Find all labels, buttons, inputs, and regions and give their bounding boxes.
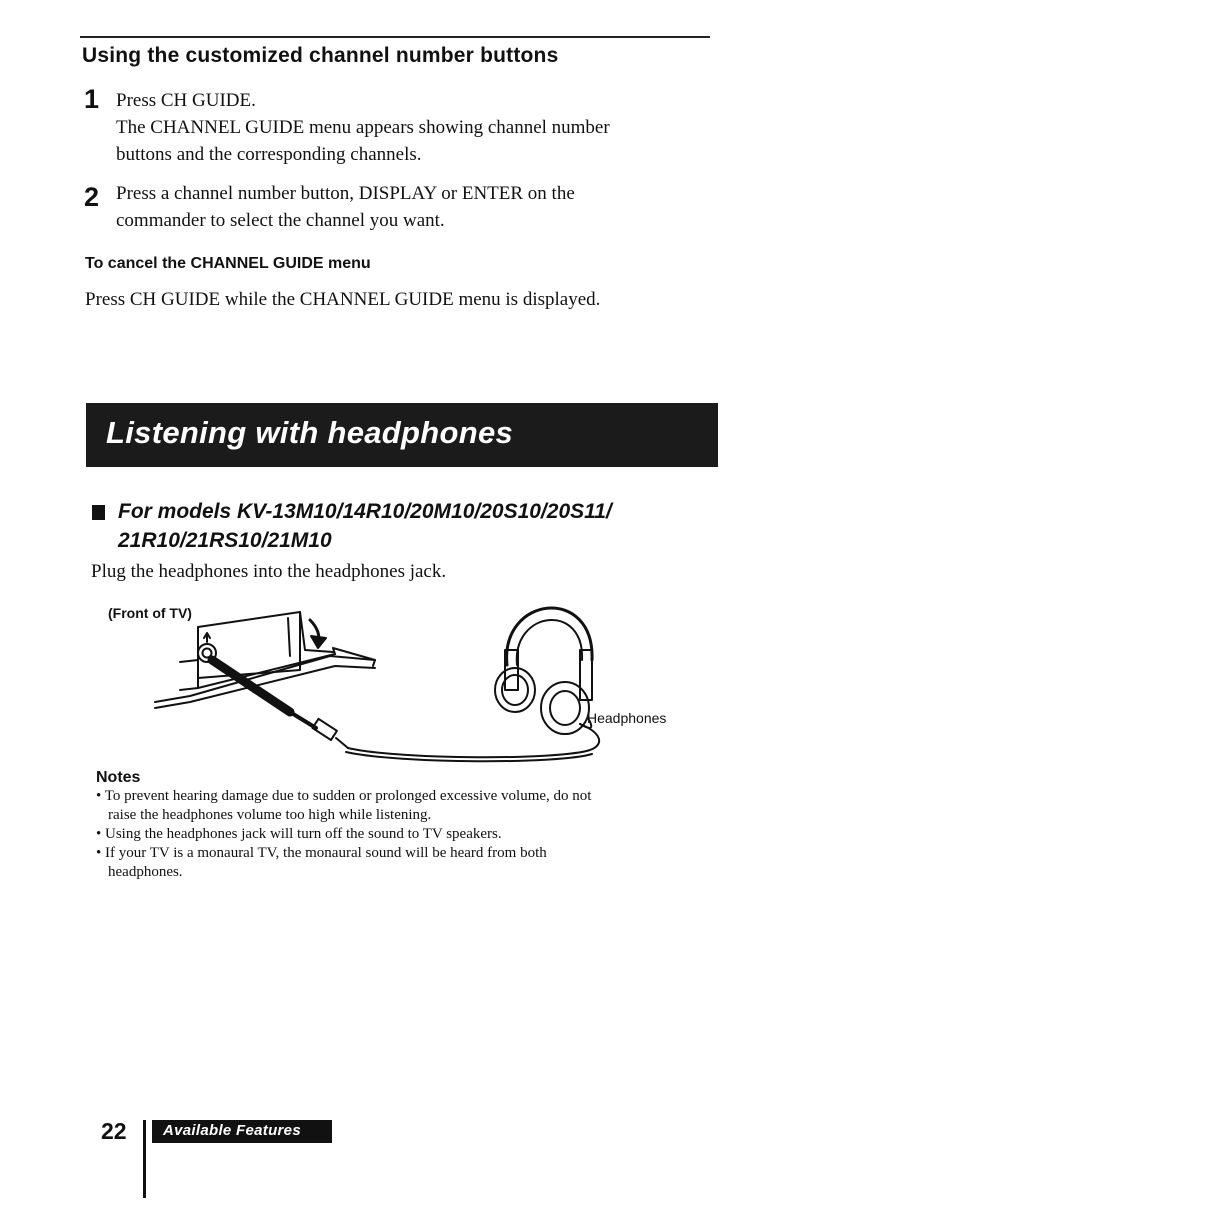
footer-divider [143,1120,146,1198]
top-rule [80,36,710,38]
cancel-heading: To cancel the CHANNEL GUIDE menu [85,255,371,272]
headphones-illustration [140,590,620,775]
banner-title: Listening with headphones [106,415,514,450]
note-item: • If your TV is a monaural TV, the monaural sound will be heard from both [96,845,547,861]
cable [348,724,599,757]
step-number: 1 [84,84,100,114]
headphones-label: Headphones [587,710,667,726]
note-item-continued: headphones. [108,864,183,880]
step-2-text: Press a channel number button, DISPLAY or ENTER on the commander to select the channel you want. [116,183,575,231]
section-tag: Available Features [152,1120,332,1143]
models-heading: For models KV-13M10/14R10/20M10/20S10/20S11/ 21R10/21RS10/21M10 [118,500,612,552]
notes-list [96,787,736,882]
page-number: 22 [101,1118,127,1144]
square-bullet-icon [92,505,105,520]
right-ear-cup [541,682,589,734]
instruction-text: Plug the headphones into the headphones jack. [91,561,447,582]
notes-title: Notes [96,769,141,786]
front-of-tv-label: (Front of TV) [108,605,192,621]
section-banner [86,403,718,467]
section-heading: Using the customized channel number buttons [82,44,559,67]
tv-panel-edge [180,660,198,690]
note-item: • To prevent hearing damage due to sudden or prolonged excessive volume, do not [96,788,592,804]
step-1-text: Press CH GUIDE. The CHANNEL GUIDE menu appears showing channel number buttons and the corresponding channels. [116,90,610,165]
note-item-continued: raise the headphones volume too high while listening. [108,807,432,823]
note-item: • Using the headphones jack will turn off the sound to TV speakers. [96,826,502,842]
step-number: 2 [84,182,100,212]
cancel-text: Press CH GUIDE while the CHANNEL GUIDE menu is displayed. [85,289,601,310]
